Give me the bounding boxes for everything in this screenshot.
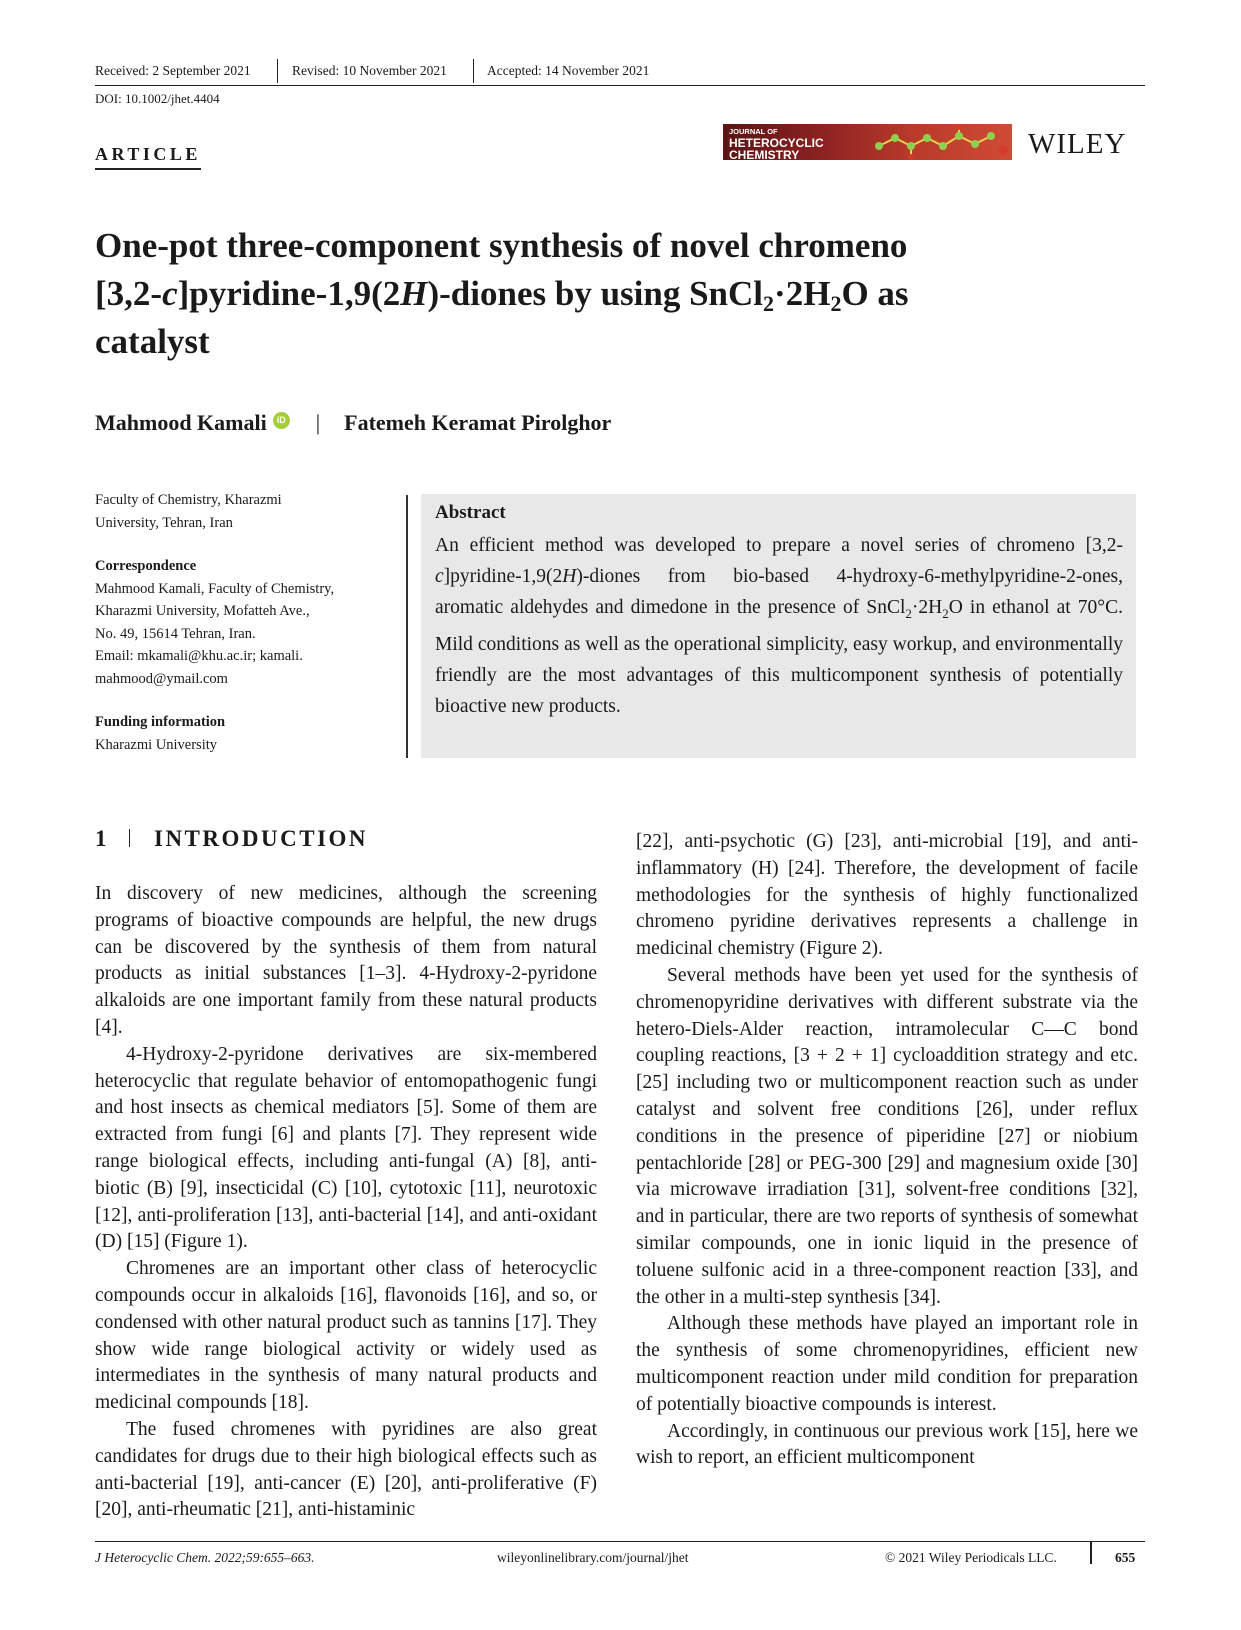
journal-logo-line1: JOURNAL OF xyxy=(729,127,778,136)
journal-logo xyxy=(723,124,1012,160)
footer-divider xyxy=(1090,1542,1092,1564)
doi[interactable]: DOI: 10.1002/jhet.4404 xyxy=(95,91,220,106)
paragraph: Although these methods have played an important role in the synthesis of some chromenopyridines, efficient new multicomponent reaction under mild condition for preparation of potentially bioactive compounds is interest. xyxy=(636,1313,1138,1415)
body-column-left xyxy=(95,881,597,1524)
abstract-text: An efficient method was developed to prepare a novel series of chromeno [3,2-c]pyridine-1,9(2H)-diones from bio-based 4-hydroxy-6-methylpyridine-2-ones, aromatic aldehydes and dimedone in the presence of $SnCl_2\cdot 2H_2O$ in ethanol at 70°C. Mild conditions as well as the operational simplicity, easy workup, and environmentally friendly are the most advantages of this multicomponent synthesis of potentially bioactive new products. xyxy=(435,535,1123,717)
paragraph: Accordingly, in continuous our previous work [15], here we wish to report, an efficient multicomponent xyxy=(636,1420,1138,1469)
correspondence-line: Kharazmi University, Mofatteh Ave., xyxy=(95,603,310,619)
affiliation: Faculty of Chemistry, Kharazmi University, Tehran, Iran xyxy=(95,492,282,531)
paragraph: Chromenes are an important other class of heterocyclic compounds occur in alkaloids [16], flavonoids [16], and so, or condensed with other natural product such as tannins [17]. They show wide range biological activity or widely used as intermediates in the synthesis of many natural products and medicinal compounds [18]. xyxy=(95,1258,597,1414)
abstract-box xyxy=(421,494,1136,758)
orcid-icon[interactable]: iD xyxy=(273,412,290,429)
author-info xyxy=(95,489,395,756)
journal-url[interactable]: wileyonlinelibrary.com/journal/jhet xyxy=(497,1550,689,1565)
publisher-logo: WILEY xyxy=(1028,128,1127,160)
journal-citation: J Heterocyclic Chem. 2022;59:655–663. xyxy=(95,1550,315,1565)
dates-row xyxy=(95,61,1145,86)
copyright: © 2021 Wiley Periodicals LLC. xyxy=(885,1550,1057,1565)
journal-logo-line3: CHEMISTRY xyxy=(729,148,800,160)
funding-heading: Funding information xyxy=(95,714,226,730)
paragraph: [22], anti-psychotic (G) [23], anti-microbial [19], and anti-inflammatory (H) [24]. Therefore, the development of facile methodologies for the synthesis of highly functionalized chromeno pyridine derivatives represents a challenge in medicinal chemistry (Figure 2). xyxy=(636,831,1138,960)
correspondence-heading: Correspondence xyxy=(95,558,197,574)
accepted-date: Accepted: 14 November 2021 xyxy=(487,63,650,78)
article-title xyxy=(95,222,1145,366)
body-column-right xyxy=(636,829,1138,1472)
correspondence-email[interactable]: Email: mkamali@khu.ac.ir; kamali. xyxy=(95,648,303,664)
molecule-graphic xyxy=(873,124,1012,160)
paragraph: 4-Hydroxy-2-pyridone derivatives are six-membered heterocyclic that regulate behavior of entomopathogenic fungi and host insects as chemical mediators [5]. Some of them are extracted from fungi [6] and plants [7]. They represent wide range biological effects, including anti-fungal (A) [8], anti-biotic (B) [9], insecticidal (C) [10], cytotoxic [11], neurotoxic [12], anti-proliferation [13], anti-bacterial [14], and anti-oxidant (D) [15] (Figure 1). xyxy=(95,1043,597,1253)
received-date: Received: 2 September 2021 xyxy=(95,63,251,78)
paragraph: Several methods have been yet used for the synthesis of chromenopyridine derivatives with different substrate via the hetero-Diels-Alder reaction, intramolecular C—C bond coupling reactions, [3 + 2 + 1] cycloaddition strategy and etc. [25] including two or multicomponent reaction such as under catalyst and solvent free conditions [26], under reflux conditions in the presence of piperidine [27] or niobium pentachloride [28] or PEG-300 [29] and magnesium oxide [30] via microwave irradiation [31], solvent-free conditions [32], and in particular, there are two reports of synthesis of somewhat similar compounds, one in ionic liquid in the presence of toluene sulfonic acid in a three-component reaction [33], and the other in a multi-step synthesis [34]. xyxy=(636,964,1138,1308)
author-separator: | xyxy=(315,410,321,435)
revised-date: Revised: 10 November 2021 xyxy=(292,63,447,78)
funding-source: Kharazmi University xyxy=(95,736,218,753)
correspondence-line: Mahmood Kamali, Faculty of Chemistry, xyxy=(95,580,335,597)
title-line-1: One-pot three-component synthesis of novel chromeno xyxy=(95,226,908,265)
section-number: 1 xyxy=(95,826,107,851)
abstract-heading: Abstract xyxy=(435,502,506,523)
correspondence-email[interactable]: mahmood@ymail.com xyxy=(95,670,228,687)
article-type-label: ARTICLE xyxy=(95,144,201,170)
section-divider xyxy=(129,829,131,847)
author-name[interactable]: Mahmood Kamali xyxy=(95,410,267,435)
author-list xyxy=(95,410,611,436)
paragraph: In discovery of new medicines, although the screening programs of bioactive compounds are helpful, the new drugs can be discovered by the synthesis of them from natural products as initial substances [1–3]. 4-Hydroxy-2-pyridone alkaloids are one important family from these natural products [4]. xyxy=(95,883,597,1038)
section-heading xyxy=(95,826,368,852)
section-title: INTRODUCTION xyxy=(154,826,369,851)
title-line-3: catalyst xyxy=(95,322,210,361)
dates-divider xyxy=(277,59,278,83)
correspondence xyxy=(95,555,395,690)
paragraph: The fused chromenes with pyridines are also great candidates for drugs due to their high biological effects such as anti-bacterial [19], anti-cancer (E) [20], anti-proliferative (F) [20], anti-rheumatic [21], anti-histaminic xyxy=(95,1418,597,1521)
correspondence-line: No. 49, 15614 Tehran, Iran. xyxy=(95,625,256,642)
column-divider xyxy=(406,495,408,758)
page-footer xyxy=(95,1541,1145,1572)
page-number: 655 xyxy=(1115,1550,1136,1565)
journal-logo-line2: HETEROCYCLIC xyxy=(729,136,824,150)
title-line-2: [3,2-c]pyridine-1,9(2H)-diones by using $SnCl_2\cdot 2H_2O$ as xyxy=(95,274,909,316)
dates-divider xyxy=(473,59,474,83)
author-name[interactable]: Fatemeh Keramat Pirolghor xyxy=(344,410,612,435)
